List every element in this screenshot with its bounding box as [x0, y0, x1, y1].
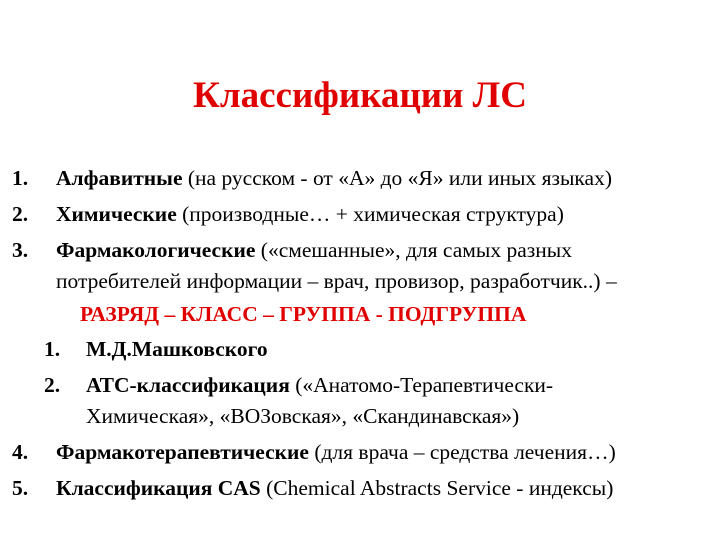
- item-term: Фармакологические: [56, 238, 256, 262]
- list-number: 5.: [12, 476, 29, 500]
- item-description: (Chemical Abstracts Service - индексы): [260, 476, 614, 500]
- list-item: [56, 473, 613, 503]
- list-number: 1.: [12, 166, 29, 190]
- subitem-term: АТС-классификация: [86, 373, 290, 397]
- item-description: (для врача – средства лечения…): [308, 440, 616, 464]
- list-number: 3.: [12, 238, 29, 262]
- item-term: Фармакотерапевтические: [56, 440, 309, 464]
- list-number: 4.: [12, 440, 29, 464]
- list-item: [56, 437, 616, 467]
- item-term: Алфавитные: [56, 166, 183, 190]
- sublist-number: 2.: [44, 373, 61, 397]
- list-item: [56, 235, 572, 265]
- subitem-continuation: Химическая», «ВОЗовская», «Скандинавская»): [86, 404, 520, 428]
- subitem-description: («Анатомо-Терапевтически-: [289, 373, 554, 397]
- sublist-item: [86, 334, 268, 364]
- item-description: (на русском - от «А» до «Я» или иных языках): [182, 166, 612, 190]
- slide-title: Классификации ЛС: [193, 75, 527, 116]
- item-description: («смешанные», для самых разных: [255, 238, 572, 262]
- sublist-item: [86, 370, 553, 400]
- list-item: [56, 163, 612, 193]
- hierarchy-line: РАЗРЯД – КЛАСС – ГРУППА - ПОДГРУППА: [80, 302, 527, 326]
- list-number: 2.: [12, 202, 29, 226]
- subitem-term: М.Д.Машковского: [86, 337, 268, 361]
- item-description: (производные… + химическая структура): [176, 202, 564, 226]
- item-term: Классификация CAS: [56, 476, 261, 500]
- sublist-number: 1.: [44, 337, 61, 361]
- item-term: Химические: [56, 202, 177, 226]
- list-item: [56, 199, 564, 229]
- item-continuation: потребителей информации – врач, провизор, разработчик..) –: [56, 269, 617, 293]
